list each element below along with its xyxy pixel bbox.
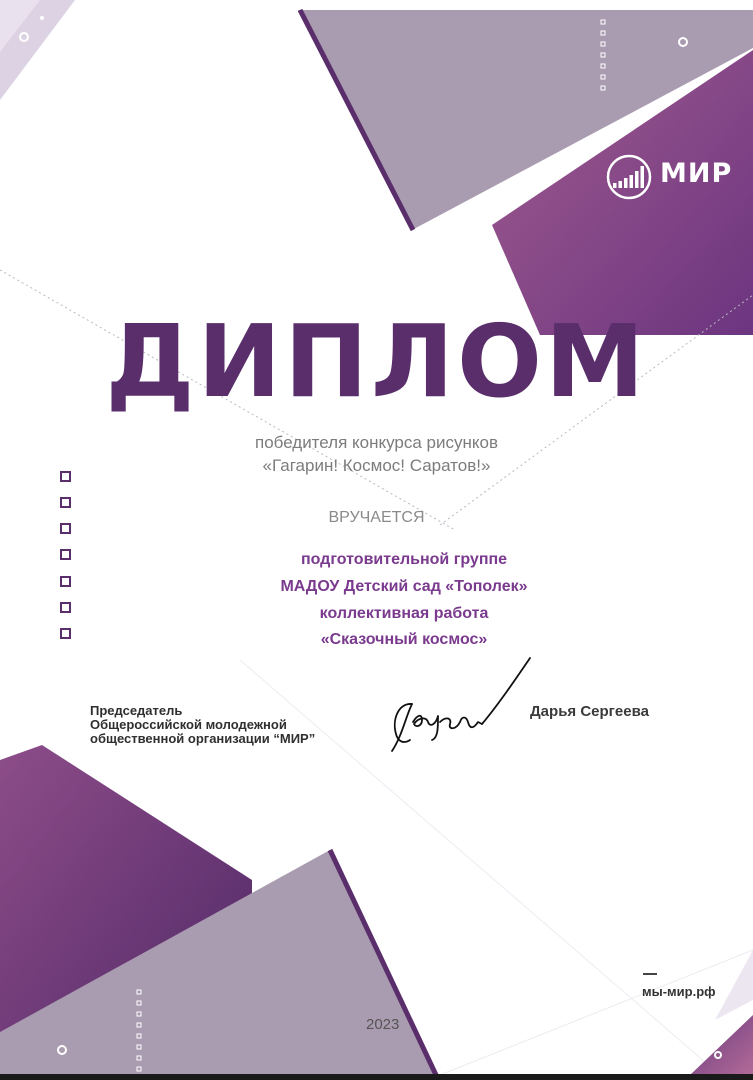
contest-subtitle-line2: «Гагарин! Космос! Саратов!» — [262, 456, 491, 475]
recipient-line4: «Сказочный космос» — [320, 631, 488, 648]
corner-shape-bottom-right — [690, 1015, 753, 1075]
year: 2023 — [366, 1016, 400, 1033]
handwritten-signature — [392, 658, 530, 751]
signer-position-line2: Общероссийской молодежной — [90, 717, 287, 732]
website-dash — [643, 973, 657, 975]
awarded-label: ВРУЧАЕТСЯ — [328, 509, 425, 526]
recipient-line3: коллективная работа — [319, 605, 489, 622]
signer-position-line1: Председатель — [90, 703, 183, 718]
signer-position — [90, 704, 315, 746]
signer-name: Дарья Сергеева — [530, 703, 649, 720]
contest-subtitle-line1: победителя конкурса рисунков — [254, 433, 499, 452]
logo-text: МИР — [660, 158, 733, 189]
diploma-title: ДИПЛОМ — [105, 303, 648, 420]
recipient-line2: МАДОУ Детский сад «Тополек» — [280, 578, 528, 595]
recipient-line1: подготовительной группе — [300, 551, 508, 568]
signer-position-line3: общественной организации “МИР” — [90, 731, 316, 746]
website-link: мы-мир.рф — [642, 984, 716, 999]
